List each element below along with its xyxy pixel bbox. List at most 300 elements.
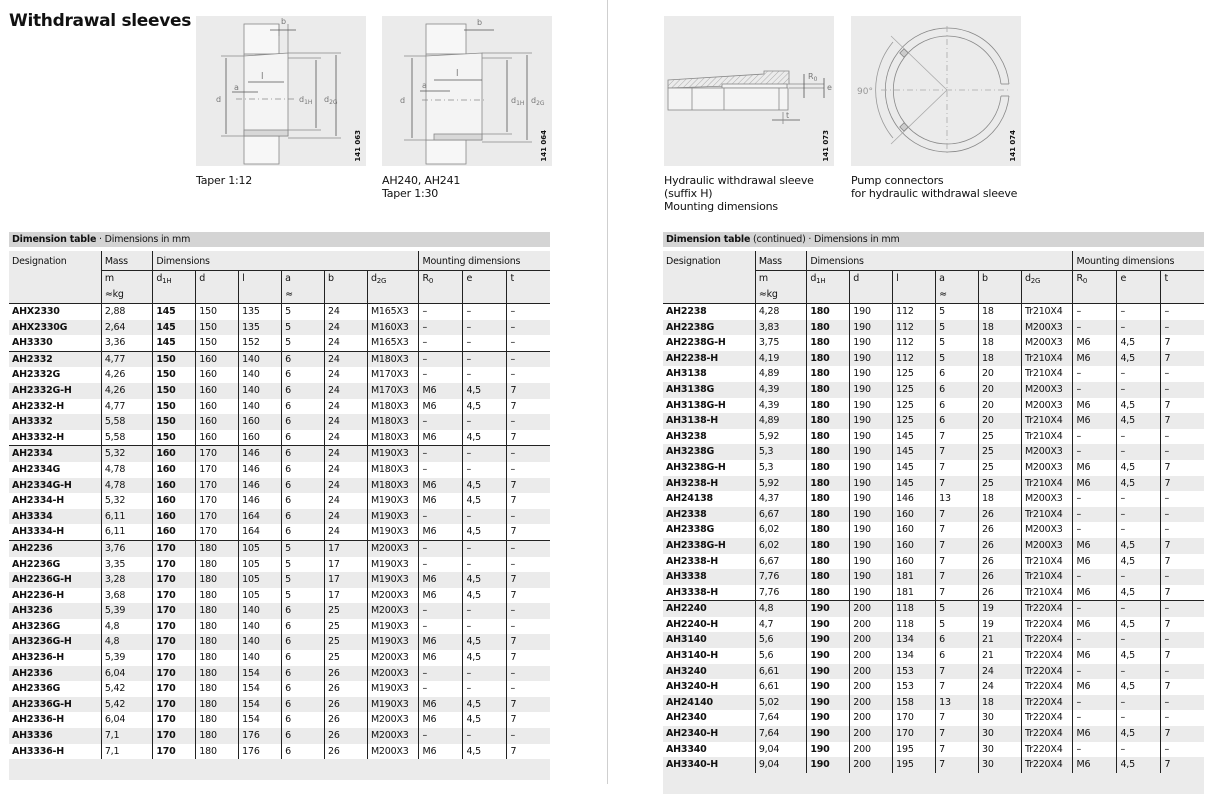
header-blank <box>463 287 507 304</box>
cell-a: 6 <box>282 446 325 462</box>
cell-e: – <box>1117 569 1161 585</box>
cell-d1h: 150 <box>153 383 196 399</box>
cell-a: 6 <box>282 351 325 367</box>
cell-a: 6 <box>936 632 979 648</box>
cell-mass: 3,83 <box>755 320 807 336</box>
cell-d2g: Tr210X4 <box>1021 554 1073 570</box>
cell-b: 25 <box>325 650 368 666</box>
cell-mass: 6,04 <box>101 666 153 682</box>
cell-e: – <box>463 603 507 619</box>
cell-t: – <box>507 728 550 744</box>
cell-d: 180 <box>196 603 239 619</box>
header-r0: $R_0$ <box>419 271 463 288</box>
cell-d1h: 145 <box>153 304 196 320</box>
cell-d2g: M200X3 <box>1021 491 1073 507</box>
cell-b: 25 <box>979 460 1022 476</box>
cell-d1h: 190 <box>807 679 850 695</box>
cell-r0: – <box>1073 382 1117 398</box>
cell-a: 5 <box>282 572 325 588</box>
cell-r0: M6 <box>419 430 463 446</box>
header-blank <box>9 287 101 304</box>
header-blank <box>325 287 368 304</box>
cell-e: – <box>1117 444 1161 460</box>
cell-d: 190 <box>850 429 893 445</box>
table-row <box>663 757 1204 773</box>
cell-d2g: Tr220X4 <box>1021 710 1073 726</box>
figure-taper-1-12 <box>196 16 366 187</box>
label-e: e <box>827 83 832 92</box>
header-blank <box>893 287 936 304</box>
cell-l: 125 <box>893 366 936 382</box>
cell-t: 7 <box>507 650 550 666</box>
cell-mass: 4,26 <box>101 383 153 399</box>
cell-a: 7 <box>936 710 979 726</box>
cell-l: 135 <box>239 304 282 320</box>
cell-mass: 3,75 <box>755 335 807 351</box>
header-blank <box>850 287 893 304</box>
cell-l: 153 <box>893 664 936 680</box>
cell-e: – <box>1117 320 1161 336</box>
cell-d: 200 <box>850 648 893 664</box>
cell-d1h: 170 <box>153 540 196 556</box>
cell-b: 24 <box>325 399 368 415</box>
cell-b: 17 <box>325 540 368 556</box>
cell-b: 21 <box>979 632 1022 648</box>
header-e: e <box>1117 271 1161 288</box>
cell-d: 160 <box>196 351 239 367</box>
cell-e: 4,5 <box>1117 726 1161 742</box>
cell-b: 17 <box>325 557 368 573</box>
cell-l: 160 <box>893 538 936 554</box>
cell-r0: M6 <box>1073 413 1117 429</box>
cell-designation: AH3330 <box>9 335 101 351</box>
cell-b: 20 <box>979 398 1022 414</box>
cell-e: – <box>463 619 507 635</box>
cell-r0: – <box>419 351 463 367</box>
figure-id: 141 074 <box>1009 130 1017 162</box>
cell-b: 24 <box>325 493 368 509</box>
cell-t: 7 <box>1161 398 1204 414</box>
label-angle: 90° <box>857 87 873 97</box>
cell-d2g: M190X3 <box>367 681 419 697</box>
cell-designation: AH2336G <box>9 681 101 697</box>
header-mass-symbol: m <box>755 271 807 288</box>
cell-designation: AH3238G-H <box>663 460 755 476</box>
cell-d1h: 180 <box>807 382 850 398</box>
cell-mass: 5,6 <box>755 648 807 664</box>
cell-mass: 6,04 <box>101 712 153 728</box>
label-l: l <box>456 69 459 79</box>
cell-t: 7 <box>1161 726 1204 742</box>
cell-designation: AH3238 <box>663 429 755 445</box>
cell-d2g: Tr210X4 <box>1021 413 1073 429</box>
header-blank <box>807 287 850 304</box>
cell-e: – <box>463 351 507 367</box>
cell-d: 200 <box>850 726 893 742</box>
cell-a: 5 <box>282 320 325 336</box>
cell-d2g: Tr220X4 <box>1021 695 1073 711</box>
cell-e: – <box>1117 664 1161 680</box>
table-title: Dimension table (continued) · Dimensions in mm <box>663 232 1204 247</box>
table-row <box>663 554 1204 570</box>
cell-b: 24 <box>325 304 368 320</box>
cell-d2g: M200X3 <box>367 603 419 619</box>
cell-l: 154 <box>239 666 282 682</box>
cell-r0: – <box>1073 304 1117 320</box>
cell-t: – <box>507 320 550 336</box>
cell-d2g: M180X3 <box>367 478 419 494</box>
figure-id: 141 063 <box>354 130 362 162</box>
table-footer <box>663 773 1204 794</box>
cell-l: 145 <box>893 476 936 492</box>
cell-d2g: M160X3 <box>367 320 419 336</box>
table-row <box>9 603 550 619</box>
cell-d: 180 <box>196 666 239 682</box>
cell-designation: AH3332 <box>9 414 101 430</box>
cell-e: – <box>463 509 507 525</box>
cell-mass: 4,77 <box>101 399 153 415</box>
cell-mass: 4,28 <box>755 304 807 320</box>
cell-a: 13 <box>936 491 979 507</box>
cell-l: 112 <box>893 335 936 351</box>
cell-l: 140 <box>239 603 282 619</box>
cell-d1h: 190 <box>807 664 850 680</box>
header-blank <box>367 287 419 304</box>
cell-a: 6 <box>282 414 325 430</box>
cell-t: – <box>1161 429 1204 445</box>
cell-mass: 4,37 <box>755 491 807 507</box>
table-row <box>663 648 1204 664</box>
cell-d1h: 180 <box>807 304 850 320</box>
cell-d2g: M165X3 <box>367 304 419 320</box>
cell-b: 26 <box>979 569 1022 585</box>
cell-l: 118 <box>893 617 936 633</box>
cell-e: – <box>463 320 507 336</box>
cell-d: 180 <box>196 619 239 635</box>
cell-designation: AH2340-H <box>663 726 755 742</box>
cell-e: – <box>463 367 507 383</box>
cell-r0: M6 <box>419 744 463 760</box>
cell-designation: AH3240-H <box>663 679 755 695</box>
cell-designation: AH2238G-H <box>663 335 755 351</box>
table-row <box>9 414 550 430</box>
cell-d1h: 160 <box>153 509 196 525</box>
cell-d1h: 180 <box>807 351 850 367</box>
cell-d2g: M200X3 <box>1021 335 1073 351</box>
cell-r0: M6 <box>1073 398 1117 414</box>
cell-l: 160 <box>893 522 936 538</box>
table-row <box>9 712 550 728</box>
cell-b: 24 <box>325 430 368 446</box>
cell-t: – <box>1161 632 1204 648</box>
cell-mass: 7,1 <box>101 728 153 744</box>
cell-d: 160 <box>196 414 239 430</box>
cell-d2g: M200X3 <box>1021 444 1073 460</box>
cell-mass: 3,35 <box>101 557 153 573</box>
cell-l: 160 <box>239 430 282 446</box>
cell-l: 152 <box>239 335 282 351</box>
cell-designation: AH3238G <box>663 444 755 460</box>
cell-d1h: 145 <box>153 320 196 336</box>
cell-d1h: 180 <box>807 460 850 476</box>
table-row <box>663 491 1204 507</box>
cell-designation: AH2236G <box>9 557 101 573</box>
cell-b: 26 <box>325 681 368 697</box>
table-row <box>663 382 1204 398</box>
dimension-table-right <box>663 232 1204 794</box>
sleeve-drawing-taper-12 <box>196 16 366 166</box>
pump-connector-drawing <box>851 16 1021 166</box>
table-row <box>9 462 550 478</box>
cell-mass: 6,61 <box>755 664 807 680</box>
cell-t: 7 <box>507 399 550 415</box>
cell-l: 125 <box>893 398 936 414</box>
cell-b: 30 <box>979 742 1022 758</box>
cell-r0: – <box>1073 491 1117 507</box>
label-d1h: $d_{1H}$ <box>511 96 525 107</box>
header-blank <box>1021 287 1073 304</box>
cell-mass: 4,19 <box>755 351 807 367</box>
cell-e: – <box>1117 366 1161 382</box>
table-row <box>663 398 1204 414</box>
cell-l: 105 <box>239 540 282 556</box>
cell-b: 25 <box>325 634 368 650</box>
cell-d: 190 <box>850 538 893 554</box>
cell-d1h: 150 <box>153 351 196 367</box>
cell-l: 176 <box>239 728 282 744</box>
cell-l: 154 <box>239 697 282 713</box>
cell-a: 6 <box>936 648 979 664</box>
cell-r0: M6 <box>419 650 463 666</box>
cell-d1h: 190 <box>807 617 850 633</box>
cell-designation: AH2338G-H <box>663 538 755 554</box>
cell-b: 24 <box>979 664 1022 680</box>
cell-a: 5 <box>936 601 979 617</box>
cell-designation: AH3338 <box>663 569 755 585</box>
cell-l: 112 <box>893 351 936 367</box>
cell-d1h: 190 <box>807 601 850 617</box>
cell-t: 7 <box>1161 679 1204 695</box>
cell-d1h: 170 <box>153 666 196 682</box>
cell-designation: AH2334 <box>9 446 101 462</box>
cell-r0: M6 <box>419 493 463 509</box>
cell-t: – <box>507 666 550 682</box>
cell-t: – <box>1161 695 1204 711</box>
cell-d1h: 160 <box>153 493 196 509</box>
cell-mass: 6,11 <box>101 524 153 540</box>
cell-d: 150 <box>196 304 239 320</box>
header-designation: Designation <box>9 251 101 271</box>
cell-l: 105 <box>239 572 282 588</box>
cell-l: 125 <box>893 413 936 429</box>
cell-t: 7 <box>507 493 550 509</box>
cell-r0: – <box>419 603 463 619</box>
table-row <box>663 351 1204 367</box>
cell-a: 6 <box>282 478 325 494</box>
cell-t: – <box>1161 522 1204 538</box>
header-t: t <box>507 271 550 288</box>
cell-a: 7 <box>936 507 979 523</box>
cell-e: 4,5 <box>1117 554 1161 570</box>
cell-t: – <box>507 351 550 367</box>
cell-a: 6 <box>936 413 979 429</box>
cell-a: 6 <box>282 712 325 728</box>
cell-designation: AH2240-H <box>663 617 755 633</box>
cell-t: – <box>507 335 550 351</box>
cell-e: – <box>1117 382 1161 398</box>
cell-t: – <box>507 540 550 556</box>
header-mounting: Mounting dimensions <box>419 251 550 271</box>
cell-e: – <box>1117 491 1161 507</box>
table-row <box>9 524 550 540</box>
cell-b: 19 <box>979 617 1022 633</box>
cell-d: 190 <box>850 569 893 585</box>
cell-d1h: 150 <box>153 367 196 383</box>
cell-l: 140 <box>239 650 282 666</box>
cell-r0: – <box>419 367 463 383</box>
cell-designation: AH2332 <box>9 351 101 367</box>
page-title: Withdrawal sleeves <box>9 11 192 31</box>
cell-a: 6 <box>282 383 325 399</box>
header-blank <box>419 287 463 304</box>
figure-id: 141 073 <box>822 130 830 162</box>
cell-d2g: M200X3 <box>367 650 419 666</box>
table-row <box>663 695 1204 711</box>
table-row <box>9 351 550 367</box>
header-b: b <box>325 271 368 288</box>
cell-mass: 4,78 <box>101 478 153 494</box>
cell-e: 4,5 <box>1117 617 1161 633</box>
cell-t: – <box>1161 569 1204 585</box>
cell-a: 6 <box>282 666 325 682</box>
table-row <box>9 367 550 383</box>
header-a-approx: ≈ <box>936 287 979 304</box>
cell-a: 7 <box>936 569 979 585</box>
cell-r0: – <box>1073 444 1117 460</box>
header-r0: $R_0$ <box>1073 271 1117 288</box>
cell-d: 180 <box>196 744 239 760</box>
cell-a: 7 <box>936 726 979 742</box>
cell-b: 18 <box>979 335 1022 351</box>
page-divider <box>607 0 608 784</box>
cell-l: 118 <box>893 601 936 617</box>
cell-d1h: 180 <box>807 554 850 570</box>
cell-d1h: 190 <box>807 726 850 742</box>
table-row <box>9 744 550 760</box>
cell-a: 5 <box>282 557 325 573</box>
header-d2g: $d_{2G}$ <box>1021 271 1073 288</box>
cell-mass: 6,61 <box>755 679 807 695</box>
cell-b: 26 <box>325 666 368 682</box>
cell-d2g: M190X3 <box>367 446 419 462</box>
cell-t: 7 <box>507 430 550 446</box>
cell-designation: AH2334G <box>9 462 101 478</box>
cell-d: 190 <box>850 476 893 492</box>
table-header <box>9 247 550 304</box>
cell-a: 7 <box>936 554 979 570</box>
table-row <box>663 335 1204 351</box>
cell-e: – <box>1117 429 1161 445</box>
cell-a: 7 <box>936 664 979 680</box>
figure-taper-1-30 <box>382 16 552 200</box>
cell-designation: AH3236G <box>9 619 101 635</box>
cell-r0: M6 <box>1073 554 1117 570</box>
table-row <box>9 634 550 650</box>
cell-mass: 5,42 <box>101 681 153 697</box>
cell-designation: AH2236-H <box>9 588 101 604</box>
cell-r0: – <box>1073 664 1117 680</box>
table-row <box>663 320 1204 336</box>
cell-d2g: M190X3 <box>367 509 419 525</box>
table-row <box>663 617 1204 633</box>
cell-t: 7 <box>1161 554 1204 570</box>
cell-d1h: 180 <box>807 429 850 445</box>
cell-r0: – <box>419 666 463 682</box>
cell-l: 112 <box>893 320 936 336</box>
cell-r0: M6 <box>1073 476 1117 492</box>
cell-a: 5 <box>936 335 979 351</box>
cell-d2g: Tr220X4 <box>1021 648 1073 664</box>
cell-mass: 4,89 <box>755 413 807 429</box>
cell-d: 160 <box>196 399 239 415</box>
figure-caption: Hydraulic withdrawal sleeve (suffix H) Mounting dimensions <box>664 174 814 213</box>
dimension-table-left <box>9 232 550 780</box>
cell-d: 150 <box>196 335 239 351</box>
cell-r0: – <box>1073 695 1117 711</box>
cell-designation: AH3334-H <box>9 524 101 540</box>
cell-b: 24 <box>325 414 368 430</box>
cell-d2g: M190X3 <box>367 634 419 650</box>
cell-d1h: 190 <box>807 648 850 664</box>
cell-mass: 5,32 <box>101 446 153 462</box>
cell-t: – <box>507 367 550 383</box>
cell-d: 180 <box>196 712 239 728</box>
cell-t: – <box>507 462 550 478</box>
cell-d: 180 <box>196 681 239 697</box>
header-a: a <box>936 271 979 288</box>
cell-b: 24 <box>325 383 368 399</box>
cell-b: 30 <box>979 726 1022 742</box>
cell-mass: 5,3 <box>755 460 807 476</box>
cell-d1h: 160 <box>153 446 196 462</box>
cell-d: 190 <box>850 491 893 507</box>
cell-a: 5 <box>282 335 325 351</box>
cell-d1h: 180 <box>807 522 850 538</box>
cell-designation: AH24140 <box>663 695 755 711</box>
dimension-table <box>9 247 550 759</box>
cell-d2g: M190X3 <box>367 493 419 509</box>
cell-e: – <box>463 557 507 573</box>
cell-d: 190 <box>850 522 893 538</box>
table-row <box>9 320 550 336</box>
table-row <box>663 460 1204 476</box>
cell-designation: AH2240 <box>663 601 755 617</box>
cell-d2g: Tr210X4 <box>1021 585 1073 601</box>
cell-r0: – <box>1073 569 1117 585</box>
cell-b: 25 <box>325 619 368 635</box>
dimension-table <box>663 247 1204 773</box>
cell-t: – <box>1161 664 1204 680</box>
cell-mass: 2,88 <box>101 304 153 320</box>
cell-t: – <box>507 509 550 525</box>
cell-d2g: M200X3 <box>1021 320 1073 336</box>
label-d: d <box>216 95 222 104</box>
cell-r0: – <box>419 335 463 351</box>
cell-d: 160 <box>196 430 239 446</box>
cell-e: – <box>1117 710 1161 726</box>
cell-t: 7 <box>1161 351 1204 367</box>
header-mounting: Mounting dimensions <box>1073 251 1204 271</box>
